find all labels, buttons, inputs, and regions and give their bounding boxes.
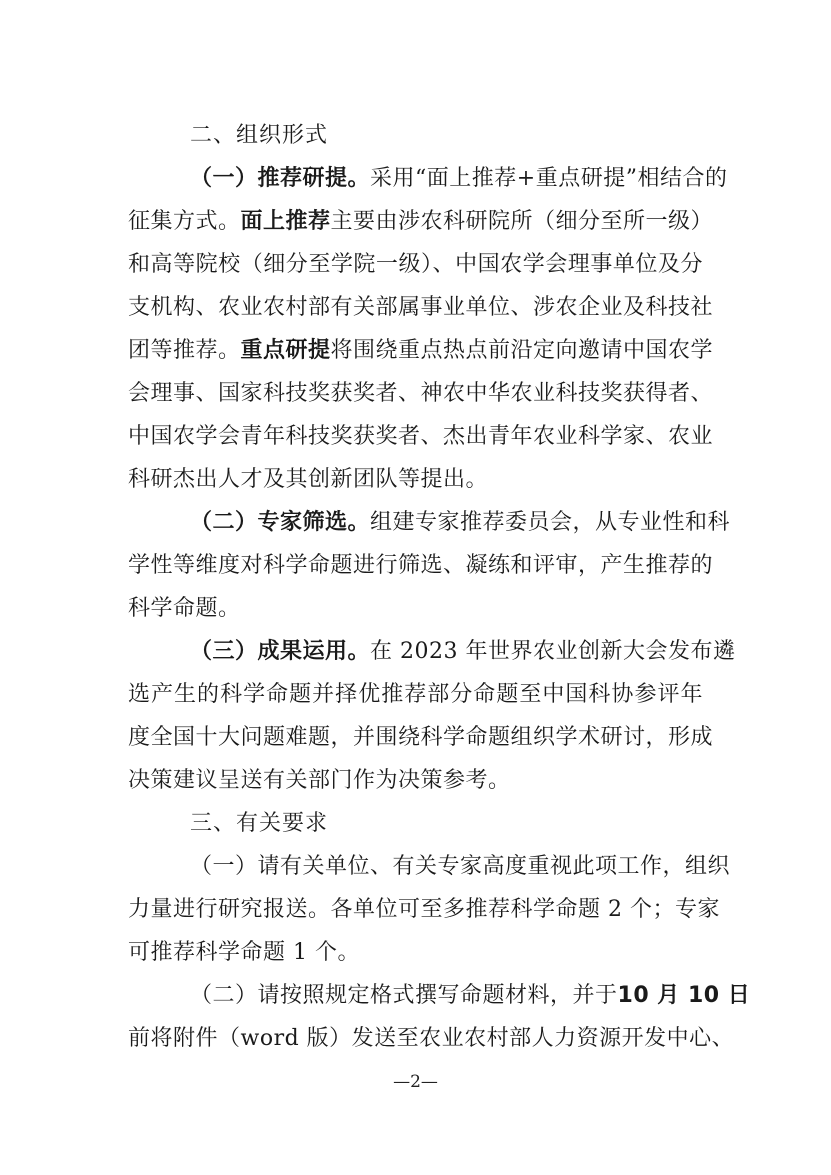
text-line: 中国农学会青年科技奖获奖者、杰出青年农业科学家、农业 — [128, 424, 714, 449]
section-heading-organization: 二、组织形式 — [190, 123, 329, 148]
text-line: 决策建议呈送有关部门作为决策参考。 — [128, 768, 511, 793]
text-line: 学性等维度对科学命题进行筛选、凝练和评审，产生推荐的 — [128, 553, 714, 578]
text-line: 和高等院校（细分至学院一级）、中国农学会理事单位及分 — [128, 252, 703, 277]
text-line: 可推荐科学命题 1 个。 — [128, 940, 360, 965]
bold-term: 重点研提 — [240, 338, 331, 363]
text-span: 主要由涉农科研院所（细分至所一级） — [330, 209, 714, 234]
text-line: （一）请有关单位、有关专家高度重视此项工作，组织 — [190, 854, 731, 879]
text-line: 科研杰出人才及其创新团队等提出。 — [128, 467, 489, 492]
bold-label: （一）推荐研提。 — [190, 166, 371, 191]
text-line — [128, 333, 714, 368]
text-span: 组建专家推荐委员会，从专业性和科 — [370, 510, 731, 535]
text-span: 在 2023 年世界农业创新大会发布遴 — [370, 639, 736, 664]
text-span: 团等推荐。 — [128, 338, 241, 363]
text-line: 度全国十大问题难题，并围绕科学命题组织学术研讨，形成 — [128, 725, 714, 750]
text-line: 支机构、农业农村部有关部属事业单位、涉农企业及科技社 — [128, 295, 714, 320]
text-line: 力量进行研究报送。各单位可至多推荐科学命题 2 个；专家 — [128, 897, 720, 922]
text-span: 征集方式。 — [128, 209, 241, 234]
paragraph-recommend — [128, 161, 728, 497]
paragraph-requirement-1 — [128, 849, 731, 970]
text-span: 将围绕重点热点前沿定向邀请中国农学 — [330, 338, 714, 363]
paragraph-expert-screening — [128, 505, 731, 626]
section-heading-requirements: 三、有关要求 — [190, 811, 329, 836]
text-line — [128, 634, 736, 669]
paragraph-results — [128, 634, 736, 798]
text-line: 前将附件（word 版）发送至农业农村部人力资源开发中心、 — [128, 1026, 735, 1051]
text-line: 会理事、国家科技奖获奖者、神农中华农业科技奖获得者、 — [128, 381, 714, 406]
text-line — [128, 161, 728, 196]
text-span: （二）请按照规定格式撰写命题材料，并于 — [190, 983, 618, 1008]
text-line — [128, 978, 751, 1013]
bold-term: 面上推荐 — [240, 209, 331, 234]
page-number: —2— — [393, 1072, 438, 1092]
text-line — [128, 204, 714, 239]
bold-label: （二）专家筛选。 — [190, 510, 371, 535]
bold-date: 10 月 10 日 — [617, 983, 751, 1008]
text-line — [128, 505, 731, 540]
text-line: 选产生的科学命题并择优推荐部分命题至中国科协参评年 — [128, 682, 703, 707]
bold-label: （三）成果运用。 — [190, 639, 371, 664]
text-line: 科学命题。 — [128, 596, 241, 621]
paragraph-requirement-2 — [128, 978, 751, 1056]
text-span: 采用“面上推荐+重点研提”相结合的 — [370, 166, 728, 191]
